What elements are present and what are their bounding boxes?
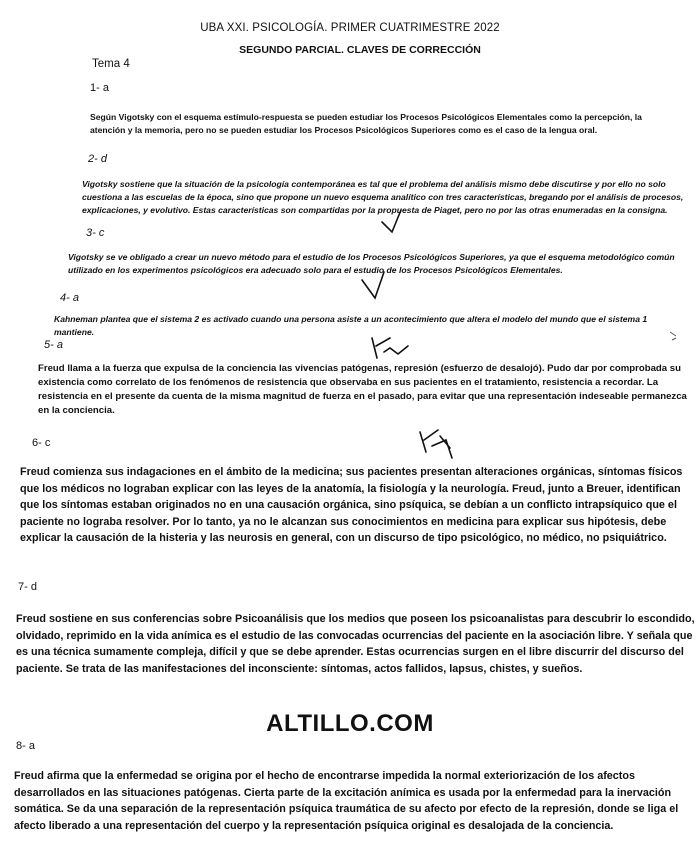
answer-explanation: Freud llama a la fuerza que expulsa de la conciencia las vivencias patógenas, represión (esfuerzo de desalojó). Pudo dar por comprobada su existencia como correlato de los fenómenos de resistencia que observaba en sus pacientes en el tratamiento, resistencia a recordar. La resistencia en el presente da cuenta de la misma magnitud de fuerza en el pasado, para evitar que una representación indeseable permanezca en la conciencia. (38, 363, 687, 416)
answer-explanation: Kahneman plantea que el sistema 2 es activado cuando una persona asiste a un acontecimiento que altera el modelo del mundo que el sistema 1 mantiene. (54, 314, 648, 337)
initials-mark-icon (372, 338, 408, 358)
answer-key-label: 1- a (90, 82, 109, 94)
answer-key-label: 3- c (86, 227, 105, 239)
answer-explanation: Freud comienza sus indagaciones en el ámbito de la medicina; sus pacientes presentan alteraciones orgánicas, síntomas físicos que los médicos no lograban explicar con las leyes de la anatomía, la fisiología y la neurología. Freud, junto a Breuer, identifican que los síntomas estaban originados no en una causación orgánica, sino psíquica, se debían a un conflicto intrapsíquico que el paciente no lograba resolver. Por lo tanto, ya no le alcanzan sus conocimientos en medicina para explicar sus hipótesis, debe explicar la causación de la histeria y las neurosis en general, con un discurso de tipo psicológico, no médico, no psiquiátrico. (20, 466, 683, 544)
tema-label: Tema 4 (92, 58, 130, 70)
document-title: UBA XXI. PSICOLOGÍA. PRIMER CUATRIMESTRE 2022 (200, 22, 500, 34)
answer-explanation: Freud afirma que la enfermedad se origina por el hecho de encontrarse impedida la normal exteriorización de los afectos desarrollados en las situaciones patógenas. Cierta parte de la excitación anímica es usada por la enfermedad para la inervación somática. Se da una separación de la representación psíquica traumática de su afecto por efecto de la represión, donde se liga el afecto liberado a una representación del cuerpo y la representación psíquica original es desalojada de la conciencia. (14, 770, 679, 832)
answer-explanation: Según Vigotsky con el esquema estímulo-respuesta se pueden estudiar los Procesos Psicológicos Elementales como la percepción, la atención y la memoria, pero no se pueden estudiar los Procesos Psicológicos Superiores como es el caso de la lengua oral. (90, 112, 642, 135)
answer-key-label: 2- d (88, 153, 107, 165)
initials-mark-icon (420, 430, 452, 458)
document-subtitle: SEGUNDO PARCIAL. CLAVES DE CORRECCIÓN (239, 44, 481, 56)
answer-key-label: 5- a (44, 339, 63, 351)
answer-explanation: Vigotsky se ve obligado a crear un nuevo método para el estudio de los Procesos Psicológicos Superiores, ya que el esquema metodológico común utilizado en los experimentos psicológicos era adecuado solo para el estudio de los Procesos Psicológicos Elementales. (68, 252, 675, 275)
answer-key-label: 6- c (32, 437, 51, 449)
answer-explanation: Vigotsky sostiene que la situación de la psicología contemporánea es tal que el problema del análisis mismo debe discutirse y por ello no solo cuestiona a las escuelas de la época, sino que propone un nuevo esquema analítico con tres características, bregando por el análisis de procesos, explicaciones, y evolutivo. Estas características son compartidas por la propuesta de Piaget, pero no por las otras enumeradas en la consigna. (82, 179, 684, 215)
answer-key-label: 7- d (18, 581, 37, 593)
answer-explanation: Freud sostiene en sus conferencias sobre Psicoanálisis que los medios que poseen los psicoanalistas para descubrir lo escondido, olvidado, reprimido en la vida anímica es el estudio de las convocadas ocurrencias del paciente en la asociación libre. Y señala que es una técnica sumamente compleja, difícil y que se debe aprender. Estas ocurrencias surgen en el libre discurrir del discurso del paciente. Se trata de las manifestaciones del inconsciente: síntomas, actos fallidos, lapsus, chistes, y sueños. (16, 613, 695, 675)
watermark: ALTILLO.COM (266, 710, 434, 737)
answer-key-label: 8- a (16, 740, 35, 752)
answer-key-label: 4- a (60, 292, 79, 304)
